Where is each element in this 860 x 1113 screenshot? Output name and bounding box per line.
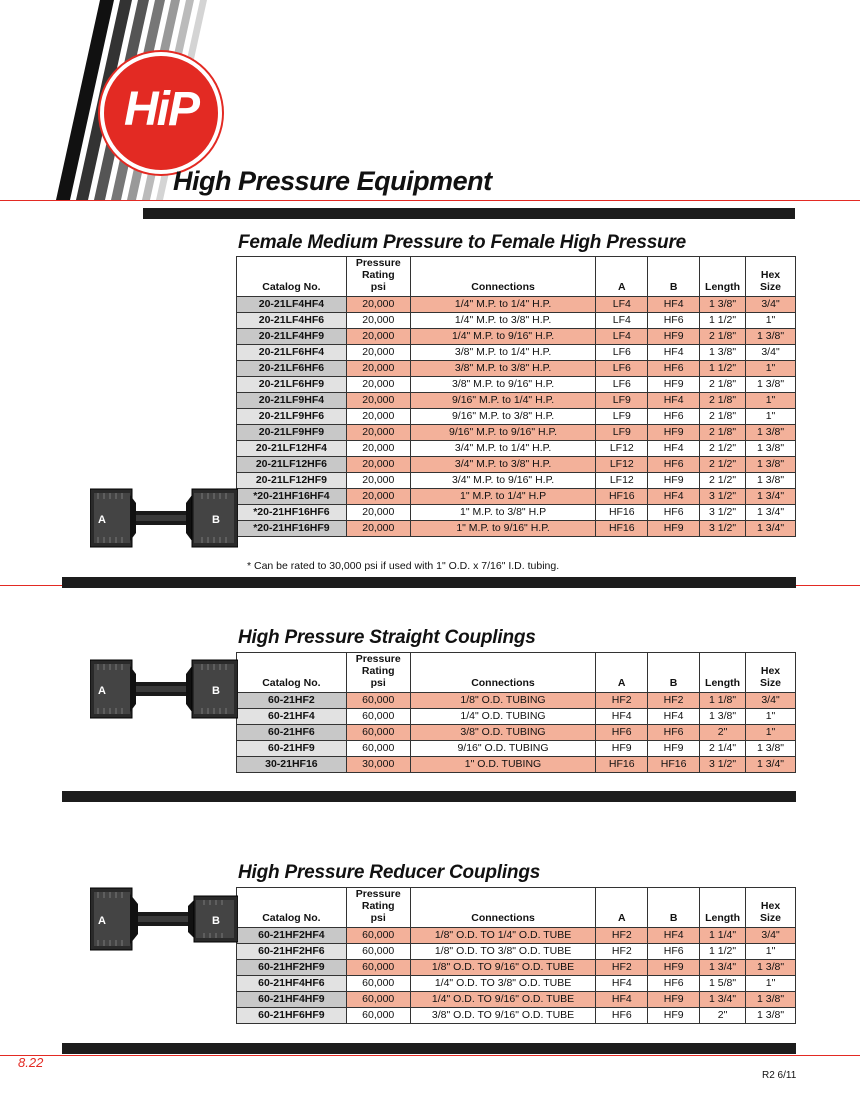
b-cell: HF4 [648,489,700,505]
hex-size-header [746,257,796,297]
fitting-illustration [90,652,238,726]
header-label: Pressure [355,888,401,900]
header-label: psi [370,912,386,924]
table-header-row [237,888,796,928]
connections-cell: 3/8" M.P. to 1/4" H.P. [410,345,596,361]
connections-header [410,653,596,693]
hex-size-cell: 1" [746,944,796,960]
table-row [237,457,796,473]
a-cell: HF4 [596,976,648,992]
table-row [237,757,796,773]
revision-label: R2 6/11 [762,1070,797,1081]
hex-size-cell: 1" [746,409,796,425]
catalog-cell: 60-21HF6 [237,725,347,741]
length-cell: 2" [700,725,746,741]
catalog-cell: *20-21HF16HF4 [237,489,347,505]
header-label: Rating [361,269,395,281]
section-black-bar [62,791,796,802]
connections-cell: 1/8" O.D. TO 3/8" O.D. TUBE [410,944,596,960]
fitting-illustration [90,882,238,956]
length-cell: 2 1/2" [700,441,746,457]
b-cell: HF9 [648,377,700,393]
a-cell: LF4 [596,329,648,345]
pressure-cell: 20,000 [346,457,410,473]
length-cell: 1 3/8" [700,297,746,313]
b-cell: HF6 [648,361,700,377]
hex-size-cell: 1 3/8" [746,473,796,489]
hex-size-cell: 1 3/8" [746,329,796,345]
pressure-cell: 20,000 [346,361,410,377]
pressure-cell: 60,000 [346,960,410,976]
connections-cell: 1" M.P. to 1/4" H.P [410,489,596,505]
header-label: B [669,912,678,924]
table-row [237,377,796,393]
connections-cell: 3/8" M.P. to 9/16" H.P. [410,377,596,393]
a-cell: LF4 [596,297,648,313]
pressure-cell: 60,000 [346,976,410,992]
a-header [596,888,648,928]
header-label: Rating [361,900,395,912]
fitting-label-a: A [98,685,106,697]
table-row [237,473,796,489]
b-cell: HF16 [648,757,700,773]
section-title: High Pressure Straight Couplings [238,627,536,648]
hex-size-cell: 1" [746,361,796,377]
table-row [237,441,796,457]
fitting-illustration [90,481,238,555]
header-label: psi [370,677,386,689]
pressure-cell: 30,000 [346,757,410,773]
header-label: Length [705,281,741,293]
connections-cell: 3/4" M.P. to 3/8" H.P. [410,457,596,473]
b-cell: HF6 [648,976,700,992]
catalog-cell: 20-21LF12HF9 [237,473,347,489]
pressure-cell: 20,000 [346,393,410,409]
header-label: Hex [760,269,781,281]
hex-size-cell: 1 3/8" [746,425,796,441]
fitting-label-b: B [212,685,220,697]
b-cell: HF9 [648,425,700,441]
pressure-cell: 60,000 [346,928,410,944]
length-cell: 2 1/8" [700,393,746,409]
pressure-cell: 20,000 [346,425,410,441]
table-row [237,709,796,725]
catalog-cell: 20-21LF6HF6 [237,361,347,377]
a-cell: HF4 [596,992,648,1008]
length-cell: 1 3/4" [700,960,746,976]
connections-cell: 1" O.D. TUBING [410,757,596,773]
length-cell: 2 1/8" [700,329,746,345]
b-cell: HF4 [648,441,700,457]
hex-size-cell: 1" [746,709,796,725]
length-cell: 1 1/2" [700,944,746,960]
title-black-bar [143,208,795,219]
table-row [237,297,796,313]
table-row [237,393,796,409]
catalog-cell: 20-21LF6HF4 [237,345,347,361]
footer-black-bar [62,1043,796,1054]
page-title: High Pressure Equipment [173,166,492,196]
a-cell: LF9 [596,409,648,425]
hex-size-cell: 3/4" [746,928,796,944]
spec-table [236,256,796,537]
b-cell: HF6 [648,505,700,521]
pressure-cell: 20,000 [346,345,410,361]
spec-table [236,887,796,1024]
hex-size-cell: 1" [746,725,796,741]
catalog-cell: 60-21HF2HF9 [237,960,347,976]
a-cell: HF2 [596,960,648,976]
table-row [237,361,796,377]
b-header [648,888,700,928]
page-number: 8.22 [18,1055,44,1070]
connections-cell: 3/8" M.P. to 3/8" H.P. [410,361,596,377]
catalog-cell: *20-21HF16HF6 [237,505,347,521]
pressure-cell: 60,000 [346,725,410,741]
hip-logo [100,52,222,174]
connections-cell: 1/4" M.P. to 9/16" H.P. [410,329,596,345]
header-label: Pressure [355,653,401,665]
connections-header [410,257,596,297]
hex-size-cell: 1 3/8" [746,741,796,757]
table-header-row [237,257,796,297]
header-label: Catalog No. [262,677,321,689]
pressure-cell: 20,000 [346,505,410,521]
header-label: A [617,281,626,293]
hex-size-cell: 1 3/4" [746,757,796,773]
table-row [237,1008,796,1024]
length-cell: 1 1/4" [700,928,746,944]
hex-size-cell: 1 3/8" [746,457,796,473]
connections-cell: 1/4" M.P. to 1/4" H.P. [410,297,596,313]
catalog-cell: 20-21LF12HF6 [237,457,347,473]
hex-size-cell: 1" [746,393,796,409]
table-row [237,741,796,757]
a-cell: HF2 [596,928,648,944]
a-cell: HF2 [596,693,648,709]
table-row [237,944,796,960]
a-cell: LF4 [596,313,648,329]
catalog-header [237,888,347,928]
a-cell: HF6 [596,1008,648,1024]
table-row [237,345,796,361]
pressure-cell: 60,000 [346,741,410,757]
hex-size-cell: 1 3/8" [746,441,796,457]
catalog-cell: 60-21HF6HF9 [237,1008,347,1024]
catalog-cell: 60-21HF9 [237,741,347,757]
hex-size-cell: 1 3/4" [746,521,796,537]
connections-cell: 1" M.P. to 3/8" H.P [410,505,596,521]
length-cell: 1 3/8" [700,709,746,725]
fitting-label-b: B [212,915,220,927]
catalog-cell: 20-21LF4HF9 [237,329,347,345]
header-label: B [669,677,678,689]
catalog-cell: *20-21HF16HF9 [237,521,347,537]
a-cell: LF6 [596,361,648,377]
catalog-header [237,653,347,693]
pressure-cell: 60,000 [346,944,410,960]
a-header [596,257,648,297]
table-row [237,725,796,741]
table-row [237,693,796,709]
a-cell: LF9 [596,425,648,441]
hex-size-cell: 1 3/8" [746,992,796,1008]
fitting-label-b: B [212,514,220,526]
hex-size-header [746,888,796,928]
table-row [237,992,796,1008]
header-label: Length [705,677,741,689]
table-row [237,329,796,345]
footnote: * Can be rated to 30,000 psi if used with 1" O.D. x 7/16" I.D. tubing. [247,560,560,572]
hex-size-cell: 1" [746,976,796,992]
connections-cell: 1/8" O.D. TUBING [410,693,596,709]
a-cell: LF6 [596,345,648,361]
header-label: Length [705,912,741,924]
a-cell: HF2 [596,944,648,960]
length-cell: 2 1/2" [700,473,746,489]
pressure-cell: 20,000 [346,441,410,457]
b-cell: HF6 [648,313,700,329]
table-row [237,409,796,425]
b-cell: HF6 [648,457,700,473]
connections-cell: 9/16" M.P. to 1/4" H.P. [410,393,596,409]
hex-size-cell: 3/4" [746,297,796,313]
header-label: Size [760,677,782,689]
a-cell: LF12 [596,457,648,473]
connections-cell: 1/4" O.D. TO 3/8" O.D. TUBE [410,976,596,992]
catalog-cell: 60-21HF2HF4 [237,928,347,944]
catalog-header [237,257,347,297]
hex-size-cell: 1 3/8" [746,377,796,393]
table-row [237,521,796,537]
pressure-header [346,653,410,693]
b-cell: HF4 [648,345,700,361]
table-row [237,313,796,329]
pressure-cell: 20,000 [346,409,410,425]
header-label: Connections [471,912,535,924]
connections-cell: 1" M.P. to 9/16" H.P. [410,521,596,537]
table-row [237,960,796,976]
b-cell: HF4 [648,393,700,409]
b-cell: HF9 [648,521,700,537]
length-header [700,653,746,693]
connections-cell: 9/16" M.P. to 3/8" H.P. [410,409,596,425]
connections-cell: 1/4" O.D. TO 9/16" O.D. TUBE [410,992,596,1008]
catalog-cell: 60-21HF2HF6 [237,944,347,960]
fitting-label-a: A [98,915,106,927]
catalog-cell: 20-21LF12HF4 [237,441,347,457]
a-cell: LF6 [596,377,648,393]
pressure-header [346,257,410,297]
catalog-cell: 20-21LF6HF9 [237,377,347,393]
b-cell: HF9 [648,473,700,489]
connections-cell: 1/8" O.D. TO 1/4" O.D. TUBE [410,928,596,944]
connections-cell: 3/4" M.P. to 1/4" H.P. [410,441,596,457]
connections-cell: 3/8" O.D. TO 9/16" O.D. TUBE [410,1008,596,1024]
connections-cell: 3/8" O.D. TUBING [410,725,596,741]
section-title: High Pressure Reducer Couplings [238,862,541,883]
header-label: Connections [471,281,535,293]
length-cell: 3 1/2" [700,489,746,505]
header-label: psi [370,281,386,293]
a-cell: LF12 [596,473,648,489]
length-cell: 3 1/2" [700,757,746,773]
pressure-cell: 20,000 [346,313,410,329]
table-row [237,976,796,992]
header-label: Rating [361,665,395,677]
a-cell: HF16 [596,489,648,505]
pressure-cell: 20,000 [346,329,410,345]
header-label: B [669,281,678,293]
length-header [700,888,746,928]
connections-cell: 1/4" M.P. to 3/8" H.P. [410,313,596,329]
b-cell: HF6 [648,409,700,425]
b-cell: HF9 [648,329,700,345]
length-cell: 3 1/2" [700,521,746,537]
connections-cell: 9/16" O.D. TUBING [410,741,596,757]
length-cell: 1 3/8" [700,345,746,361]
catalog-cell: 30-21HF16 [237,757,347,773]
pressure-cell: 20,000 [346,489,410,505]
header-label: Hex [760,900,781,912]
length-cell: 2" [700,1008,746,1024]
hex-size-cell: 1 3/4" [746,505,796,521]
catalog-cell: 60-21HF4 [237,709,347,725]
table-row [237,928,796,944]
a-cell: HF4 [596,709,648,725]
header-label: A [618,912,626,924]
length-cell: 1 1/2" [700,313,746,329]
length-cell: 2 1/2" [700,457,746,473]
b-cell: HF6 [648,725,700,741]
a-cell: HF9 [596,741,648,757]
hex-size-cell: 1" [746,313,796,329]
hex-size-cell: 1 3/8" [746,1008,796,1024]
header-label: Catalog No. [262,281,321,293]
catalog-cell: 20-21LF4HF4 [237,297,347,313]
connections-cell: 9/16" M.P. to 9/16" H.P. [410,425,596,441]
length-cell: 2 1/8" [700,409,746,425]
pressure-cell: 20,000 [346,521,410,537]
a-cell: HF6 [596,725,648,741]
b-cell: HF9 [648,1008,700,1024]
header-label: Size [760,912,782,924]
pressure-header [346,888,410,928]
length-header [700,257,746,297]
hex-size-cell: 1 3/4" [746,489,796,505]
a-cell: HF16 [596,521,648,537]
b-header [648,653,700,693]
length-cell: 1 5/8" [700,976,746,992]
pressure-cell: 20,000 [346,297,410,313]
b-cell: HF2 [648,693,700,709]
pressure-cell: 60,000 [346,709,410,725]
catalog-cell: 60-21HF2 [237,693,347,709]
b-cell: HF9 [648,992,700,1008]
a-cell: LF12 [596,441,648,457]
spec-table [236,652,796,773]
length-cell: 2 1/4" [700,741,746,757]
table-row [237,489,796,505]
hex-size-cell: 3/4" [746,345,796,361]
table-row [237,505,796,521]
pressure-cell: 60,000 [346,1008,410,1024]
logo-text: HiP [123,83,198,136]
header-label: Size [760,281,782,293]
pressure-cell: 20,000 [346,473,410,489]
catalog-cell: 20-21LF9HF4 [237,393,347,409]
header-label: Connections [471,677,535,689]
catalog-cell: 20-21LF9HF6 [237,409,347,425]
a-cell: HF16 [596,757,648,773]
a-header [596,653,648,693]
header-label: Hex [760,665,781,677]
catalog-cell: 20-21LF9HF9 [237,425,347,441]
footer-red-rule [0,1055,860,1056]
connections-cell: 1/8" O.D. TO 9/16" O.D. TUBE [410,960,596,976]
connections-cell: 1/4" O.D. TUBING [410,709,596,725]
section-title: Female Medium Pressure to Female High Pressure [238,232,687,253]
a-cell: LF9 [596,393,648,409]
a-cell: HF16 [596,505,648,521]
catalog-cell: 60-21HF4HF6 [237,976,347,992]
length-cell: 3 1/2" [700,505,746,521]
length-cell: 2 1/8" [700,425,746,441]
hex-size-header [746,653,796,693]
b-cell: HF9 [648,741,700,757]
pressure-cell: 20,000 [346,377,410,393]
b-cell: HF9 [648,960,700,976]
table-header-row [237,653,796,693]
connections-header [410,888,596,928]
connections-cell: 3/4" M.P. to 9/16" H.P. [410,473,596,489]
length-cell: 2 1/8" [700,377,746,393]
header-label: Catalog No. [262,912,321,924]
b-cell: HF4 [648,709,700,725]
table-row [237,425,796,441]
header-label: Pressure [355,257,401,269]
hex-size-cell: 3/4" [746,693,796,709]
pressure-cell: 60,000 [346,992,410,1008]
hex-size-cell: 1 3/8" [746,960,796,976]
b-cell: HF6 [648,944,700,960]
header-label: A [617,677,626,689]
fitting-label-a: A [98,514,106,526]
b-header [648,257,700,297]
length-cell: 1 3/4" [700,992,746,1008]
b-cell: HF4 [648,297,700,313]
b-cell: HF4 [648,928,700,944]
length-cell: 1 1/8" [700,693,746,709]
title-red-rule [0,200,860,201]
length-cell: 1 1/2" [700,361,746,377]
catalog-cell: 60-21HF4HF9 [237,992,347,1008]
section-black-bar [62,577,796,588]
pressure-cell: 60,000 [346,693,410,709]
catalog-cell: 20-21LF4HF6 [237,313,347,329]
